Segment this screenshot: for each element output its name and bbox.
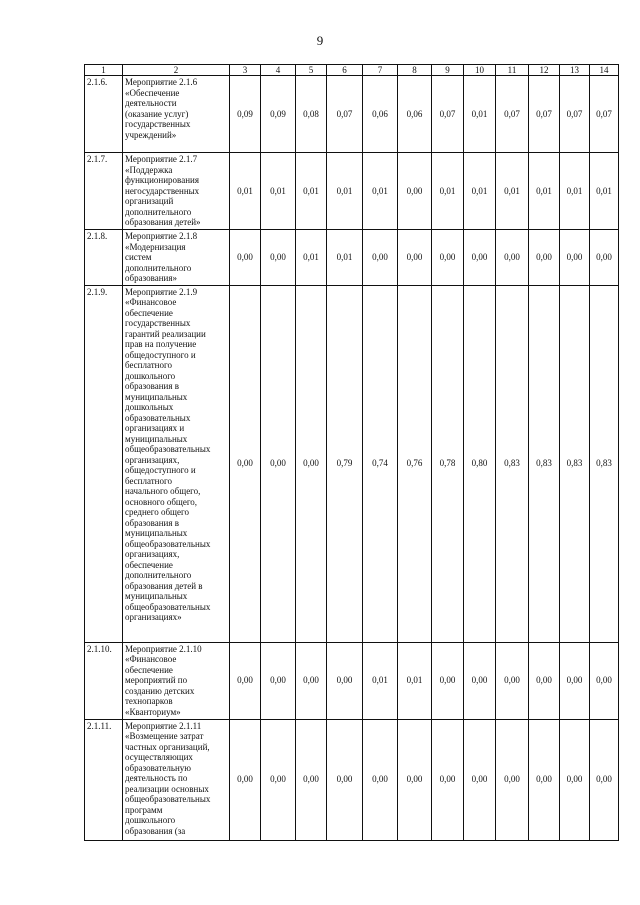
column-header: 14: [590, 65, 619, 76]
row-number: 2.1.11.: [85, 719, 123, 840]
column-header: 5: [296, 65, 327, 76]
table-cell: 0,83: [590, 285, 619, 642]
table-cell: 0,00: [529, 642, 560, 719]
table-cell: 0,00: [432, 642, 464, 719]
table-cell: 0,00: [432, 719, 464, 840]
table-cell: 0,00: [230, 719, 261, 840]
table-cell: 0,00: [363, 230, 398, 286]
table-cell: 0,83: [496, 285, 529, 642]
table-cell: 0,79: [327, 285, 363, 642]
table-cell: 0,00: [496, 230, 529, 286]
table-cell: 0,01: [432, 153, 464, 230]
row-name: Мероприятие 2.1.8 «Модернизация систем дополнительного образования»: [123, 230, 230, 286]
table-cell: 0,01: [398, 642, 432, 719]
row-name: Мероприятие 2.1.10 «Финансовое обеспечение мероприятий по созданию детских технопарков «Кванториум»: [123, 642, 230, 719]
column-header: 1: [85, 65, 123, 76]
table-row: [85, 153, 619, 230]
table-cell: 0,01: [230, 153, 261, 230]
row-number: 2.1.7.: [85, 153, 123, 230]
table-row: [85, 642, 619, 719]
column-header: 7: [363, 65, 398, 76]
column-header: 6: [327, 65, 363, 76]
table-cell: 0,74: [363, 285, 398, 642]
table-cell: 0,01: [590, 153, 619, 230]
table-cell: 0,01: [261, 153, 296, 230]
column-header: 10: [464, 65, 496, 76]
table-cell: 0,01: [327, 153, 363, 230]
table-cell: 0,00: [296, 285, 327, 642]
table-cell: 0,01: [296, 230, 327, 286]
table-row: [85, 76, 619, 153]
table-cell: 0,00: [590, 642, 619, 719]
column-header: 9: [432, 65, 464, 76]
table-cell: 0,08: [296, 76, 327, 153]
table-cell: 0,01: [363, 642, 398, 719]
page-number: 9: [316, 33, 324, 48]
row-name: Мероприятие 2.1.6 «Обеспечение деятельности (оказание услуг) государственных учреждений»: [123, 76, 230, 153]
data-table: [84, 64, 619, 841]
table-cell: 0,00: [590, 719, 619, 840]
table-cell: 0,01: [496, 153, 529, 230]
table-row: [85, 285, 619, 642]
table-cell: 0,01: [464, 153, 496, 230]
row-name: Мероприятие 2.1.9 «Финансовое обеспечение государственных гарантий реализации прав на получение общедоступного и бесплатного дошкольного образования в муниципальных дошкольных образовательных организациях и муниципальных общеобразовательных организациях, общедоступного и бесплатного начального общего, основного общего, среднего общего образования в муниципальных общеобразовательных организациях, обеспечение дополнительного образования детей в муниципальных общеобразовательных организациях»: [123, 285, 230, 642]
table-cell: 0,07: [432, 76, 464, 153]
column-header: 2: [123, 65, 230, 76]
row-number: 2.1.10.: [85, 642, 123, 719]
table-cell: 0,07: [529, 76, 560, 153]
table-cell: 0,00: [464, 642, 496, 719]
column-header: 12: [529, 65, 560, 76]
row-number: 2.1.9.: [85, 285, 123, 642]
table-cell: 0,00: [327, 642, 363, 719]
table-cell: 0,01: [327, 230, 363, 286]
table-cell: 0,00: [560, 719, 590, 840]
table-cell: 0,07: [496, 76, 529, 153]
table-cell: 0,00: [261, 285, 296, 642]
table-cell: 0,07: [560, 76, 590, 153]
table-cell: 0,01: [296, 153, 327, 230]
table-cell: 0,00: [398, 230, 432, 286]
table-cell: 0,00: [261, 719, 296, 840]
table-cell: 0,00: [230, 642, 261, 719]
column-header: 3: [230, 65, 261, 76]
table-cell: 0,01: [464, 76, 496, 153]
row-number: 2.1.8.: [85, 230, 123, 286]
table-cell: 0,00: [296, 642, 327, 719]
column-header: 4: [261, 65, 296, 76]
table-cell: 0,00: [363, 719, 398, 840]
table-header-row: [85, 65, 619, 76]
table-cell: 0,78: [432, 285, 464, 642]
row-name: Мероприятие 2.1.11 «Возмещение затрат частных организаций, осуществляющих образовательную деятельность по реализации основных общеобразовательных программ дошкольного образования (за: [123, 719, 230, 840]
table-cell: 0,07: [327, 76, 363, 153]
row-name: Мероприятие 2.1.7 «Поддержка функционирования негосударственных организаций дополнительного образования детей»: [123, 153, 230, 230]
table-cell: 0,00: [590, 230, 619, 286]
table-cell: 0,00: [398, 153, 432, 230]
column-header: 11: [496, 65, 529, 76]
table-cell: 0,00: [432, 230, 464, 286]
table-cell: 0,09: [261, 76, 296, 153]
table-cell: 0,83: [529, 285, 560, 642]
table-cell: 0,80: [464, 285, 496, 642]
table-cell: 0,06: [398, 76, 432, 153]
table-cell: 0,83: [560, 285, 590, 642]
table-row: [85, 230, 619, 286]
table-cell: 0,00: [496, 719, 529, 840]
row-number: 2.1.6.: [85, 76, 123, 153]
table-cell: 0,00: [296, 719, 327, 840]
table-cell: 0,00: [327, 719, 363, 840]
table-cell: 0,00: [496, 642, 529, 719]
table-cell: 0,00: [529, 719, 560, 840]
column-header: 13: [560, 65, 590, 76]
table-cell: 0,01: [560, 153, 590, 230]
table-cell: 0,00: [230, 230, 261, 286]
table-cell: 0,00: [261, 642, 296, 719]
table-cell: 0,00: [464, 719, 496, 840]
table-row: [85, 719, 619, 840]
table-cell: 0,01: [363, 153, 398, 230]
table-cell: 0,00: [230, 285, 261, 642]
table-cell: 0,00: [261, 230, 296, 286]
table-cell: 0,07: [590, 76, 619, 153]
table-cell: 0,00: [529, 230, 560, 286]
table-cell: 0,01: [529, 153, 560, 230]
column-header: 8: [398, 65, 432, 76]
table-cell: 0,00: [398, 719, 432, 840]
table-cell: 0,76: [398, 285, 432, 642]
table-cell: 0,00: [560, 642, 590, 719]
table-cell: 0,00: [560, 230, 590, 286]
table-cell: 0,09: [230, 76, 261, 153]
table-cell: 0,06: [363, 76, 398, 153]
table-cell: 0,00: [464, 230, 496, 286]
